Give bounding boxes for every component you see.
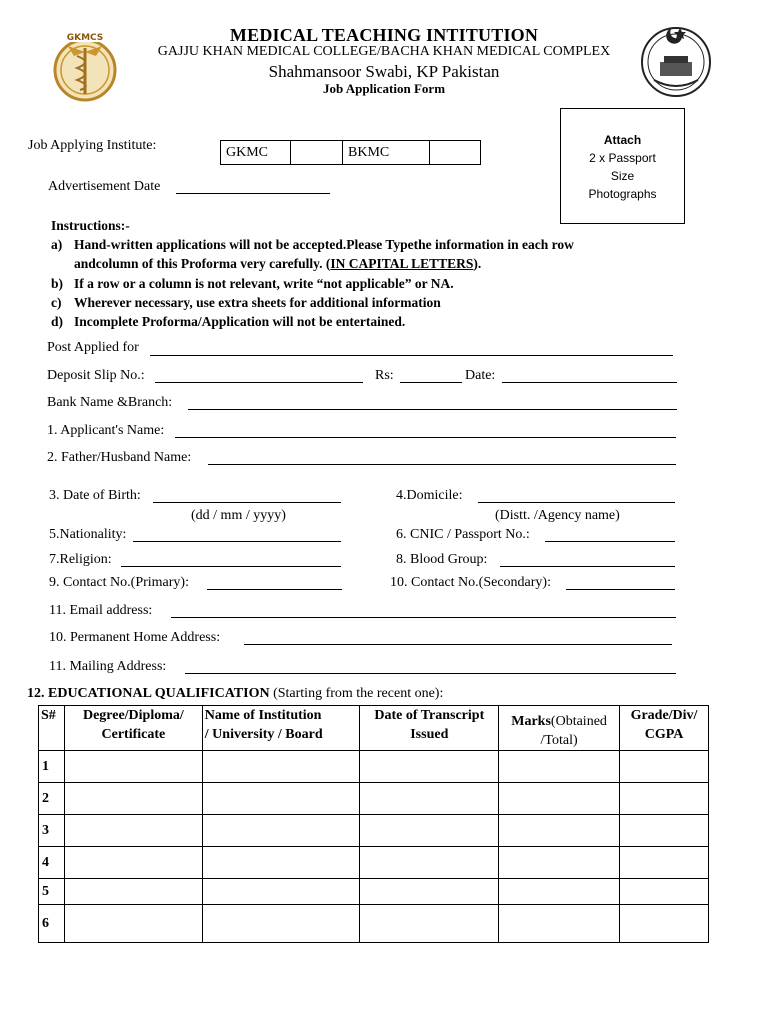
- col-institution-line1: Name of Institution: [204, 708, 322, 723]
- instruction-letter: a): [51, 237, 63, 252]
- bank-label: Bank Name &Branch:: [47, 395, 173, 410]
- table-row: [39, 783, 709, 815]
- table-cell-input[interactable]: [202, 751, 360, 783]
- permanent-address-label: 10. Permanent Home Address:: [49, 630, 221, 645]
- contact-secondary-label: 10. Contact No.(Secondary):: [390, 575, 551, 590]
- row-number: 4: [39, 847, 65, 879]
- table-cell-input[interactable]: [360, 783, 499, 815]
- col-marks-obtained: (Obtained: [550, 714, 607, 729]
- table-row: [39, 879, 709, 905]
- religion-field[interactable]: [121, 566, 341, 567]
- col-sno: S#: [39, 706, 65, 751]
- col-grade: [620, 706, 709, 751]
- table-cell-input[interactable]: [620, 847, 709, 879]
- col-transcript-line2: Issued: [410, 727, 449, 742]
- table-cell-input[interactable]: [202, 905, 360, 943]
- col-degree-line1: Degree/Diploma/: [82, 708, 184, 723]
- institute-checkbox-gkmc[interactable]: [291, 141, 343, 164]
- bank-field[interactable]: [188, 409, 677, 410]
- form-name: Job Application Form: [322, 81, 446, 96]
- col-grade-line1: Grade/Div/: [630, 708, 698, 723]
- education-heading: [27, 686, 443, 702]
- col-institution-line2: / University / Board: [204, 727, 323, 742]
- table-cell-input[interactable]: [202, 783, 360, 815]
- table-cell-input[interactable]: [64, 905, 202, 943]
- table-cell-input[interactable]: [499, 815, 620, 847]
- blood-group-label: 8. Blood Group:: [396, 552, 488, 567]
- mailing-address-label: 11. Mailing Address:: [49, 659, 167, 674]
- date-field[interactable]: [502, 382, 677, 383]
- institute-option-bkmc: BKMC: [343, 141, 430, 164]
- instruction-text: andcolumn of this Proforma very carefully. (: [74, 256, 331, 271]
- email-field[interactable]: [171, 617, 676, 618]
- header-title: MEDICAL TEACHING INTITUTION: [229, 25, 539, 45]
- email-label: 11. Email address:: [49, 603, 153, 618]
- instructions-heading: Instructions:-: [51, 218, 130, 233]
- table-cell-input[interactable]: [499, 905, 620, 943]
- row-number: 2: [39, 783, 65, 815]
- instruction-text: Incomplete Proforma/Application will not be entertained.: [74, 314, 406, 329]
- logo-text: GKMCS: [66, 33, 104, 43]
- dob-hint: (dd / mm / yyyy): [191, 508, 286, 523]
- table-cell-input[interactable]: [499, 879, 620, 905]
- advertisement-date-label: Advertisement Date: [48, 179, 161, 194]
- mailing-address-field[interactable]: [185, 673, 676, 674]
- post-applied-label: Post Applied for: [47, 340, 139, 355]
- header-subtitle: GAJJU KHAN MEDICAL COLLEGE/BACHA KHAN MEDICAL COMPLEX: [157, 44, 611, 59]
- instruction-text: If a row or a column is not relevant, write “not applicable” or NA.: [74, 276, 454, 291]
- col-transcript-line1: Date of Transcript: [374, 708, 485, 723]
- table-cell-input[interactable]: [360, 905, 499, 943]
- col-marks-bold: Marks: [511, 714, 551, 729]
- table-cell-input[interactable]: [620, 751, 709, 783]
- education-heading-bold: 12. EDUCATIONAL QUALIFICATION: [27, 686, 270, 701]
- table-cell-input[interactable]: [64, 847, 202, 879]
- col-transcript-date: [360, 706, 499, 751]
- institute-label: Job Applying Institute:: [28, 138, 157, 153]
- instruction-text: Hand-written applications will not be accepted.Please Typethe information in each row: [74, 237, 574, 252]
- post-applied-field[interactable]: [150, 355, 673, 356]
- row-number: 5: [39, 879, 65, 905]
- institute-checkbox-bkmc[interactable]: [430, 141, 480, 164]
- table-cell-input[interactable]: [620, 905, 709, 943]
- table-cell-input[interactable]: [360, 879, 499, 905]
- education-table: [38, 705, 709, 943]
- table-cell-input[interactable]: [202, 815, 360, 847]
- table-cell-input[interactable]: [360, 815, 499, 847]
- table-cell-input[interactable]: [620, 783, 709, 815]
- table-cell-input[interactable]: [64, 879, 202, 905]
- instruction-a-continued: [74, 256, 481, 272]
- dob-label: 3. Date of Birth:: [49, 488, 141, 503]
- permanent-address-field[interactable]: [244, 644, 672, 645]
- cnic-label: 6. CNIC / Passport No.:: [396, 527, 530, 542]
- col-degree: [64, 706, 202, 751]
- instruction-text: Wherever necessary, use extra sheets for additional information: [74, 295, 441, 310]
- blood-group-field[interactable]: [500, 566, 675, 567]
- education-heading-note: (Starting from the recent one):: [269, 686, 444, 701]
- contact-primary-field[interactable]: [207, 589, 342, 590]
- institute-option-gkmc: GKMC: [221, 141, 291, 164]
- domicile-label: 4.Domicile:: [396, 488, 463, 503]
- rs-label: Rs:: [375, 368, 394, 383]
- domicile-field[interactable]: [478, 502, 675, 503]
- col-marks-total: /Total): [540, 733, 578, 748]
- table-cell-input[interactable]: [64, 815, 202, 847]
- col-grade-line2: CGPA: [644, 727, 684, 742]
- table-cell-input[interactable]: [499, 847, 620, 879]
- row-number: 6: [39, 905, 65, 943]
- table-cell-input[interactable]: [499, 783, 620, 815]
- table-cell-input[interactable]: [64, 783, 202, 815]
- instruction-letter: d): [51, 314, 64, 329]
- deposit-slip-label: Deposit Slip No.:: [47, 368, 145, 383]
- religion-label: 7.Religion:: [49, 552, 112, 567]
- table-row: [39, 815, 709, 847]
- photo-attach-box: [560, 108, 685, 224]
- table-cell-input[interactable]: [202, 879, 360, 905]
- col-institution: [202, 706, 360, 751]
- table-row: [39, 905, 709, 943]
- table-cell-input[interactable]: [499, 751, 620, 783]
- nationality-field[interactable]: [133, 541, 341, 542]
- instruction-capital-letters: IN CAPITAL LETTERS: [330, 256, 474, 271]
- instruction-letter: b): [51, 276, 64, 291]
- header-location: Shahmansoor Swabi, KP Pakistan: [268, 62, 500, 81]
- table-cell-input[interactable]: [620, 879, 709, 905]
- dob-field[interactable]: [153, 502, 341, 503]
- contact-secondary-field[interactable]: [566, 589, 675, 590]
- domicile-hint: (Distt. /Agency name): [495, 508, 620, 523]
- table-row: [39, 847, 709, 879]
- rs-field[interactable]: [400, 382, 462, 383]
- photo-line-4: Photographs: [588, 187, 657, 201]
- col-marks: [499, 706, 620, 751]
- table-cell-input[interactable]: [360, 751, 499, 783]
- table-cell-input[interactable]: [202, 847, 360, 879]
- applicant-name-field[interactable]: [175, 437, 676, 438]
- row-number: 1: [39, 751, 65, 783]
- col-degree-line2: Certificate: [101, 727, 166, 742]
- institute-selector: [220, 140, 481, 165]
- advertisement-date-field[interactable]: [176, 193, 330, 194]
- row-number: 3: [39, 815, 65, 847]
- photo-line-2: 2 x Passport: [589, 151, 656, 165]
- table-cell-input[interactable]: [360, 847, 499, 879]
- father-name-label: 2. Father/Husband Name:: [47, 450, 192, 465]
- table-row: [39, 751, 709, 783]
- photo-line-1: Attach: [603, 133, 642, 147]
- instruction-letter: c): [51, 295, 62, 310]
- contact-primary-label: 9. Contact No.(Primary):: [49, 575, 189, 590]
- table-cell-input[interactable]: [64, 751, 202, 783]
- table-cell-input[interactable]: [620, 815, 709, 847]
- photo-line-3: Size: [610, 169, 635, 183]
- father-name-field[interactable]: [208, 464, 676, 465]
- nationality-label: 5.Nationality:: [49, 527, 127, 542]
- deposit-slip-field[interactable]: [155, 382, 363, 383]
- table-header-row: [39, 706, 709, 751]
- cnic-field[interactable]: [545, 541, 675, 542]
- date-label: Date:: [465, 368, 496, 383]
- applicant-name-label: 1. Applicant's Name:: [47, 423, 165, 438]
- instruction-text: ).: [473, 256, 482, 271]
